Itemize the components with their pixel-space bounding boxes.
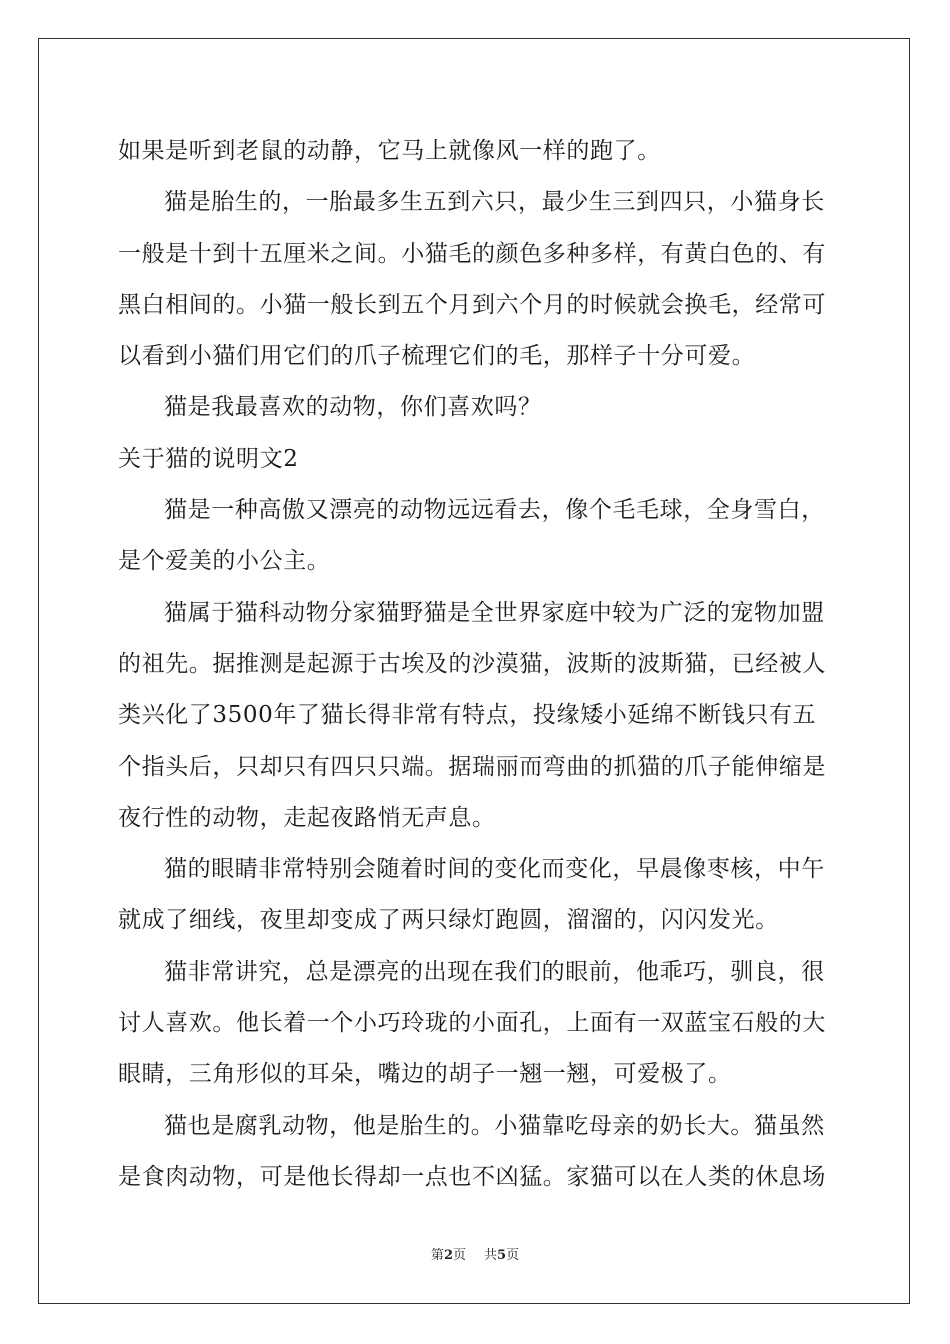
total-prefix: 共 [484,1248,498,1263]
total-suffix: 页 [506,1248,520,1263]
paragraph-start: 猫是一种高傲又漂亮的动物远远看去，像个毛毛球，全身雪白， [164,497,825,524]
paragraph-start: 猫属于猫科动物分家猫野猫是全世界家庭中较为广泛的宠物加盟 [164,599,825,626]
section-heading: 关于猫的说明文2 [118,445,299,472]
page-prefix: 第 [430,1248,444,1263]
paragraph-start: 猫是我最喜欢的动物，你们喜欢吗？ [164,394,542,421]
page-footer [0,1244,950,1263]
paragraph-start: 猫也是腐乳动物，他是胎生的。小猫靠吃母亲的奶长大。猫虽然 [164,1112,825,1139]
page-suffix: 页 [452,1248,466,1263]
text-line: 黑白相间的。小猫一般长到五个月到六个月的时候就会换毛，经常可 [118,291,826,318]
paragraph-start: 猫的眼睛非常特别会随着时间的变化而变化，早晨像枣核，中午 [164,856,825,883]
text-line: 是个爱美的小公主。 [118,548,331,575]
text-line: 类兴化了3500年了猫长得非常有特点，投缘矮小延绵不断钱只有五 [118,702,817,729]
text-line: 一般是十到十五厘米之间。小猫毛的颜色多种多样，有黄白色的、有 [118,240,826,267]
paragraph-start: 猫是胎生的，一胎最多生五到六只，最少生三到四只，小猫身长 [164,189,825,216]
text-line: 眼睛，三角形似的耳朵，嘴边的胡子一翘一翘，可爱极了。 [118,1061,732,1088]
text-line: 是食肉动物，可是他长得却一点也不凶猛。家猫可以在人类的休息场 [118,1163,826,1190]
page-number: 2 [443,1248,453,1263]
text-line: 以看到小猫们用它们的爪子梳理它们的毛，那样子十分可爱。 [118,343,756,370]
text-line: 如果是听到老鼠的动静，它马上就像风一样的跑了。 [118,138,661,164]
paragraph-start: 猫非常讲究，总是漂亮的出现在我们的眼前，他乖巧，驯良，很 [164,958,825,985]
text-line: 讨人喜欢。他长着一个小巧玲珑的小面孔，上面有一双蓝宝石般的大 [118,1010,826,1037]
text-line: 的祖先。据推测是起源于古埃及的沙漠猫，波斯的波斯猫，已经被人 [118,650,826,677]
text-line: 夜行性的动物，走起夜路悄无声息。 [118,804,496,831]
text-line: 就成了细线，夜里却变成了两只绿灯跑圆，溜溜的，闪闪发光。 [118,907,779,934]
text-line: 个指头后，只却只有四只只端。据瑞丽而弯曲的抓猫的爪子能伸缩是 [118,753,826,780]
total-pages: 5 [497,1248,507,1263]
document-body [118,126,834,1203]
